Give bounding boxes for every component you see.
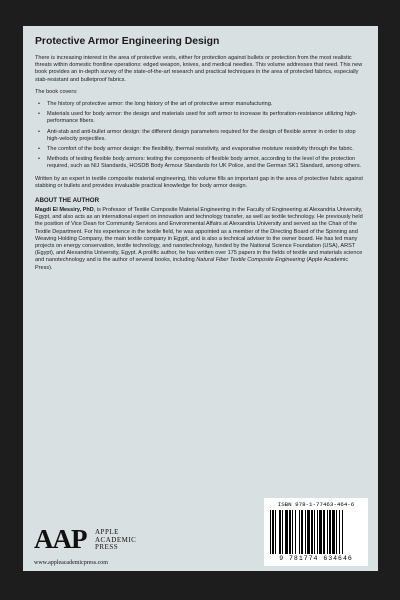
barcode-bar: [299, 510, 300, 554]
barcode-bar: [307, 510, 310, 554]
author-bio-end: (Apple Academic Press).: [35, 257, 349, 271]
topics-list: [35, 101, 367, 171]
barcode-bar: [272, 510, 274, 554]
publisher-url: www.appleacademicpress.com: [34, 560, 108, 566]
barcode-bar: [311, 510, 313, 554]
intro-paragraph: There is increasing interest in the area of protective vests, either for protection against bullets or protection from the most realistic threats within domestic frontline operations: edged weapon, knives, and medical needles. This volume addresses that need. This new book provides an in-depth survey of the state-of-the-art research and practical techniques in the area of protected fabrics, especially stab-resistant and bulletproof fabrics.: [35, 55, 363, 83]
barcode-bar: [295, 510, 296, 554]
barcode-bar: [282, 510, 283, 554]
barcode-bar: [327, 510, 328, 554]
barcode-bar: [289, 510, 291, 554]
barcode-bar: [323, 510, 325, 554]
topic-item: • The comfort of the body armor design: the flexibility, thermal resistivity, and evaporative moisture resistivity through the fabric.: [43, 146, 367, 153]
barcode-bar: [275, 510, 276, 554]
topic-item: • The history of protective armor: the long history of the art of protective armor manufacturing.: [43, 101, 367, 108]
barcode-bar: [336, 510, 337, 554]
barcode-bar: [301, 510, 303, 554]
topic-item: • Methods of testing flexible body armors: testing the components of flexible body armor, according to the level of the protection required, such as NIJ Standards, HOSDB Body Armour Standards for UK Police, and the German SK1 Standard, among others.: [43, 156, 367, 170]
barcode-bar: [319, 510, 322, 554]
barcode-bar: [279, 510, 281, 554]
isbn-barcode: [264, 498, 368, 566]
book-title: Protective Armor Engineering Design: [35, 36, 220, 47]
author-name: Magdi El Messiry, PhD: [35, 207, 94, 214]
publisher-name: [95, 529, 136, 552]
publisher-logo: [34, 524, 174, 574]
covers-intro: The book covers:: [35, 88, 78, 95]
about-author-heading: ABOUT THE AUTHOR: [35, 197, 100, 205]
barcode-bar: [305, 510, 306, 554]
topic-item: • Anti-stab and anti-bullet armor design: the different design parameters required for the design of flexible armor in order to stop high-velocity projectiles.: [43, 129, 367, 143]
publisher-line-3: PRESS: [95, 543, 119, 551]
author-bio-text: , is Professor of Textile Composite Material Engineering in the Faculty of Engineering at Alexandria University, Egypt, and also acts as an international expert on innovation and technology transfer, as well as textile technology. He previously held the position of Vice Dean for Community Services and Environmental Affairs at Alexandria University and served as the Chair of the Textile Department. For his experience in the textile field, he was appointed as a member of the Directing Board of the Spinning and Weaving Holding Company, the main textile company in Egypt, and is also a technical adviser to the owner board. He has led many projects on energy conservation, textile technology, and nanotechnology, funded by the National Science Foundation (USA), ARST (Egypt), and Alexandria University, Egypt. A prolific author, he has written over 175 papers in the fields of textile and materials science and nanotechnology and is the author of several books, including: [35, 207, 363, 264]
panel-content: [35, 36, 367, 277]
barcode-bar: [317, 510, 318, 554]
barcode-bar: [292, 510, 293, 554]
barcode-bar: [339, 510, 340, 554]
publisher-line-2: ACADEMIC: [95, 535, 137, 544]
text-panel: [23, 26, 378, 571]
barcode-bars: [270, 510, 362, 554]
barcode-bar: [329, 510, 331, 554]
author-bio: [35, 207, 367, 272]
topic-item: • Materials used for body armor: the design and materials used for soft armor to increase its perforation-resistance utilizing high-performance fibers.: [43, 111, 367, 125]
barcode-bar: [332, 510, 335, 554]
publisher-line-1: APPLE: [95, 528, 119, 536]
isbn-text: ISBN 978-1-77463-464-6: [277, 501, 355, 508]
barcode-bar: [285, 510, 288, 554]
aap-logo-mark: AAP: [34, 524, 87, 554]
barcode-bar: [270, 510, 271, 554]
barcode-bar: [314, 510, 315, 554]
barcode-bar: [342, 510, 343, 554]
barcode-number: 9 781774 634646: [279, 555, 353, 562]
closing-paragraph: Written by an expert in textile composite material engineering, this volume fills an important gap in the area of protective fabric against stabbing or bullets and provides invaluable practical knowledge for body armor design.: [35, 175, 363, 189]
author-book-title: Natural Fiber Textile Composite Engineering: [196, 257, 305, 264]
